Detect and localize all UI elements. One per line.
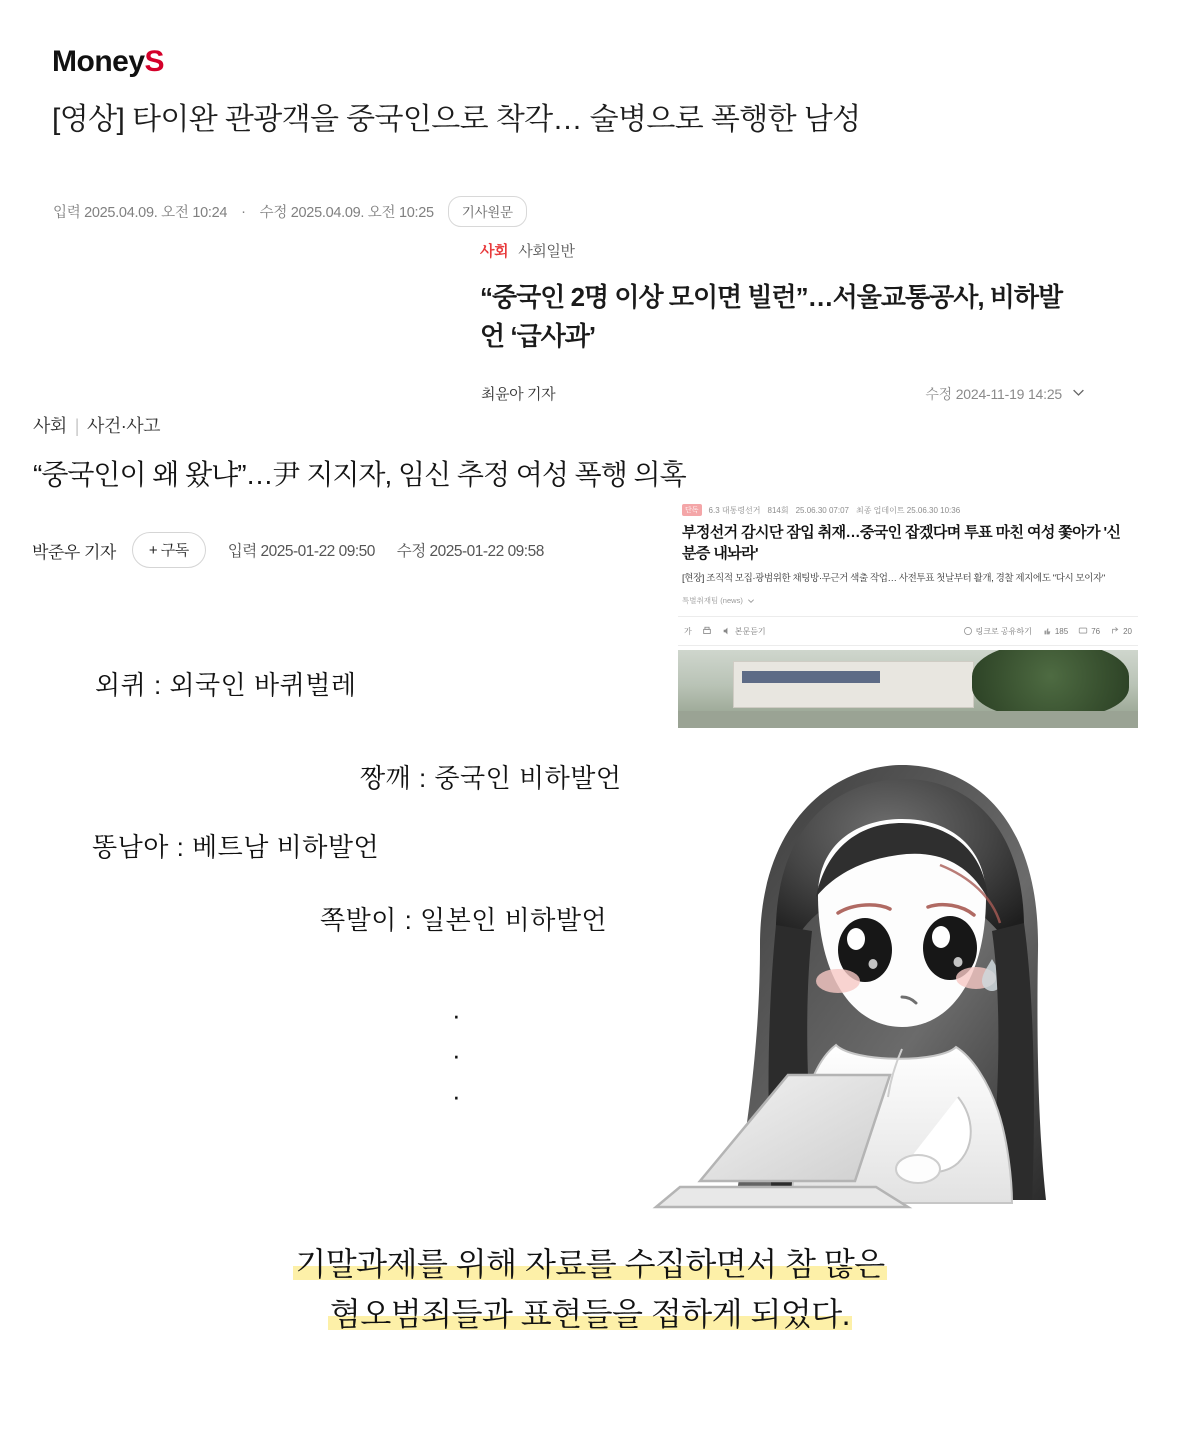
inset-tag-row bbox=[678, 498, 1138, 516]
inset-team-label: 특별취재팀 (news) bbox=[682, 596, 743, 606]
photo-ground bbox=[678, 711, 1138, 728]
illustration-girl-at-laptop bbox=[640, 745, 1140, 1225]
like-count: 185 bbox=[1054, 626, 1069, 636]
caption-line-2: 혐오범죄들과 표현들을 접하게 되었다. bbox=[329, 1295, 851, 1332]
moneys-logo bbox=[52, 45, 164, 79]
photo-tree bbox=[972, 650, 1128, 716]
article3-meta bbox=[32, 532, 562, 568]
eye-left-highlight bbox=[847, 928, 865, 950]
like-stat[interactable] bbox=[1042, 626, 1068, 636]
listen-article-label: 본문듣기 bbox=[734, 626, 766, 636]
laptop-keyboard bbox=[656, 1187, 908, 1207]
article2-updated: 수정 2024-11-19 14:25 bbox=[925, 386, 1062, 402]
category-divider: | bbox=[74, 416, 79, 436]
caption-line-1: 기말과제를 위해 자료를 수집하면서 참 많은 bbox=[295, 1246, 885, 1282]
article1-origin-button[interactable]: 기사원문 bbox=[448, 196, 527, 227]
copy-link-label: 링크로 공유하기 bbox=[975, 626, 1032, 636]
article1-title: [영상] 타이완 관광객을 중국인으로 착각… 술병으로 폭행한 남성 bbox=[52, 103, 861, 136]
article3-times bbox=[228, 539, 562, 561]
article1-published: 입력 2025.04.09. 오전 10:24 bbox=[53, 205, 228, 221]
inset-team bbox=[678, 585, 1138, 606]
listen-article-button[interactable] bbox=[722, 626, 766, 637]
article3-title: “중국인이 왜 왔냐”…尹 지지자, 임신 추정 여성 폭행 의혹 bbox=[33, 459, 686, 490]
inset-toolbar bbox=[678, 616, 1138, 646]
moneys-logo-s: S bbox=[144, 45, 165, 78]
article3-reporter: 박준우 기자 bbox=[32, 542, 116, 562]
chevron-down-icon[interactable] bbox=[1072, 386, 1085, 399]
article1-meta bbox=[53, 196, 527, 227]
laptop-screen bbox=[700, 1075, 890, 1181]
list-item: 똥남아 : 베트남 비하발언 bbox=[92, 832, 380, 862]
article2-categories bbox=[480, 240, 575, 261]
inset-tag-1: 814회 bbox=[767, 505, 789, 515]
photo-building bbox=[733, 661, 974, 708]
moneys-logo-money: Money bbox=[52, 45, 145, 78]
eye-right-highlight bbox=[932, 926, 950, 948]
photo-banner bbox=[742, 671, 880, 683]
article2-title: “중국인 2명 이상 모이면 빌런”…서울교통공사, 비하발언 ‘급사과’ bbox=[480, 282, 1063, 351]
caption-block bbox=[0, 1240, 1180, 1339]
comment-count: 76 bbox=[1091, 626, 1101, 636]
article3-categories bbox=[33, 412, 160, 438]
blush-left bbox=[816, 969, 860, 993]
inset-badge: 단독 bbox=[682, 504, 702, 516]
article3-category-secondary[interactable]: 사건·사고 bbox=[86, 416, 161, 436]
share-stat[interactable] bbox=[1110, 626, 1132, 636]
list-item: 외퀴 : 외국인 바퀴벌레 bbox=[95, 670, 357, 700]
article3-published: 입력 2025-01-22 09:50 bbox=[227, 543, 375, 560]
inset-title: 부정선거 감시단 잠입 취재…중국인 잡겠다며 투표 마친 여성 쫓아가 '신분증 내놔라' bbox=[682, 524, 1121, 562]
ellipsis-marker: · · · bbox=[452, 1000, 461, 1111]
inset-tag-3: 최종 업데이트 25.06.30 10:36 bbox=[855, 505, 961, 515]
hand-right bbox=[896, 1155, 940, 1183]
article1-meta-separator: · bbox=[241, 203, 246, 220]
share-count: 20 bbox=[1123, 626, 1132, 636]
inset-article-screenshot bbox=[678, 498, 1138, 732]
font-size-icon[interactable] bbox=[684, 626, 692, 637]
article3-updated: 수정 2025-01-22 09:58 bbox=[396, 543, 544, 560]
eye-right-glint bbox=[954, 957, 963, 967]
font-size-label: 가 bbox=[684, 626, 692, 636]
article2-category-secondary[interactable]: 사회일반 bbox=[518, 243, 575, 260]
article2-reporter: 최윤아 기자 bbox=[481, 386, 556, 403]
article1-updated: 수정 2025.04.09. 오전 10:25 bbox=[259, 205, 434, 221]
article2-category-primary[interactable]: 사회 bbox=[480, 243, 509, 260]
inset-tag-2: 25.06.30 07:07 bbox=[795, 505, 849, 515]
inset-tag-0: 6.3 대통령선거 bbox=[708, 505, 761, 515]
inset-subtitle: [현장] 조직적 모집·광범위한 채팅방·무근거 색출 작업… 사전투표 첫날부터 활개, 경찰 제지에도 "다시 모이자" bbox=[682, 573, 1105, 584]
article3-category-primary[interactable]: 사회 bbox=[33, 416, 67, 436]
subscribe-button[interactable]: + 구독 bbox=[132, 532, 206, 568]
list-item: 짱깨 : 중국인 비하발언 bbox=[360, 763, 622, 793]
print-icon[interactable] bbox=[702, 626, 712, 636]
chevron-down-icon[interactable] bbox=[747, 597, 755, 605]
eye-left-glint bbox=[869, 959, 878, 969]
copy-link-button[interactable] bbox=[963, 626, 1032, 637]
comment-stat[interactable] bbox=[1078, 626, 1100, 636]
inset-photo bbox=[678, 650, 1138, 728]
list-item: 쪽발이 : 일본인 비하발언 bbox=[320, 905, 608, 935]
